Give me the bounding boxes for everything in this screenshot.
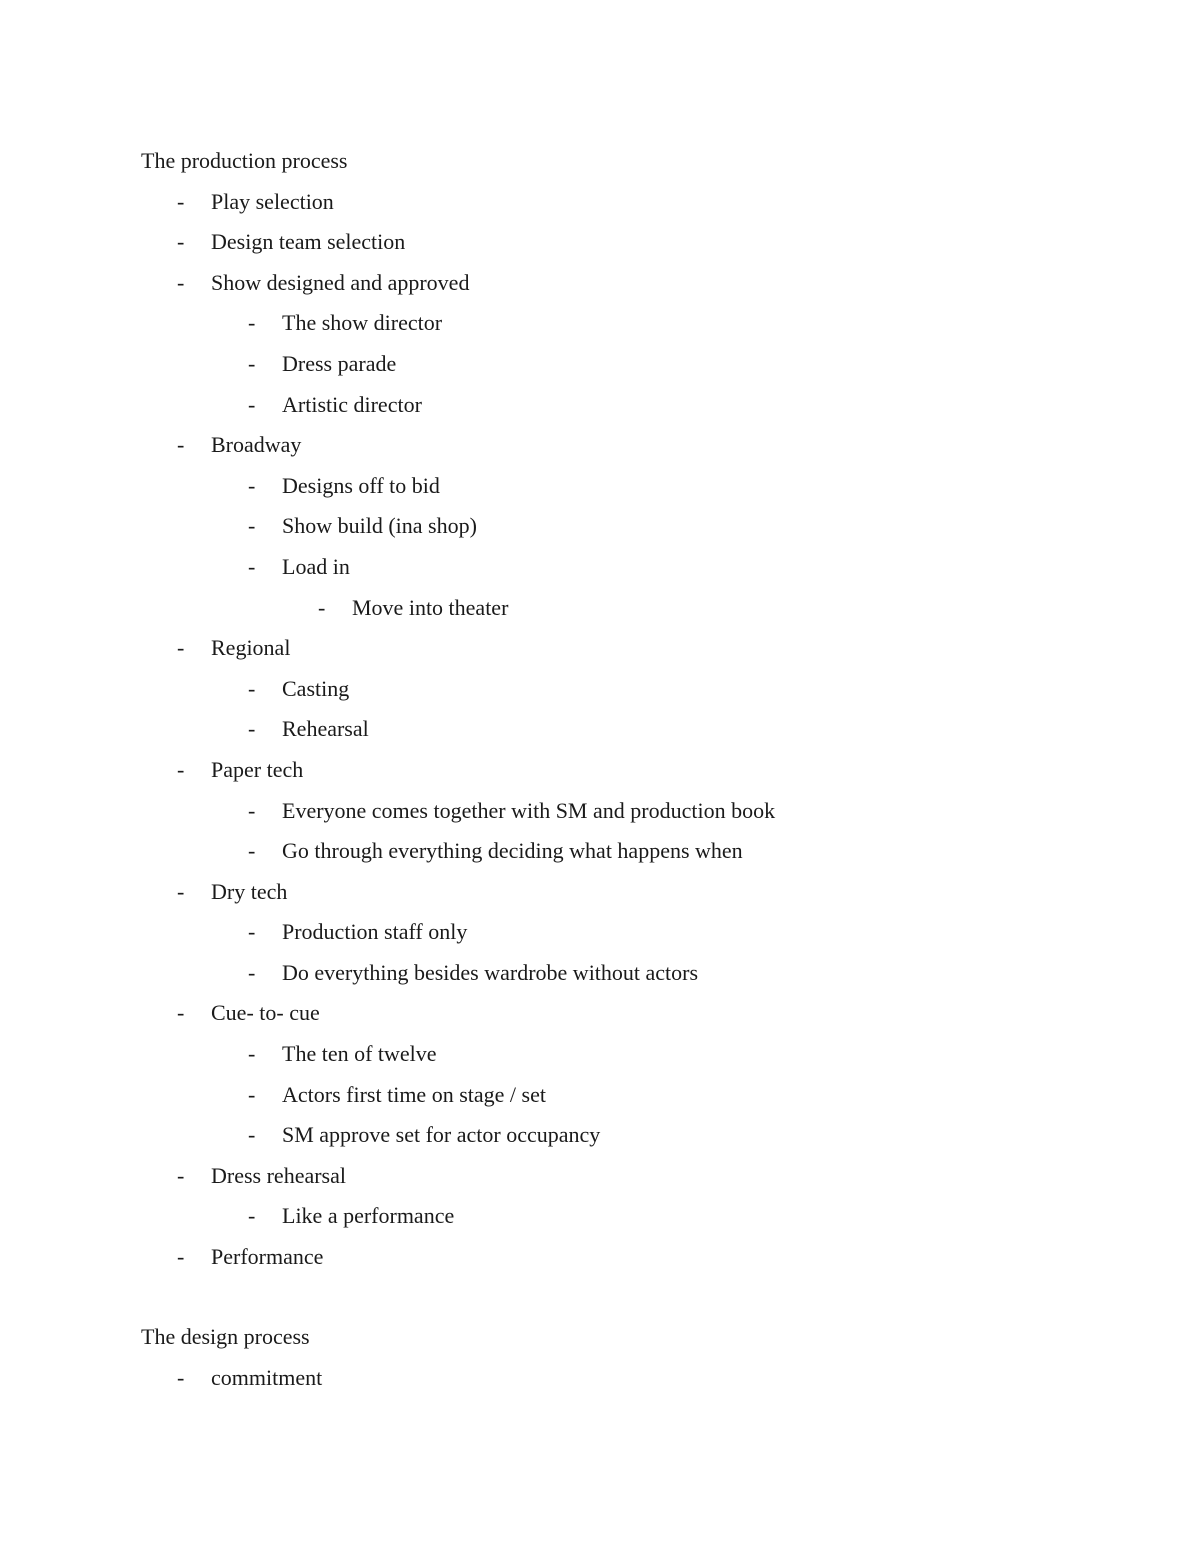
- list-item: [141, 831, 1141, 872]
- list-item: [141, 344, 1141, 385]
- bullet-list: [141, 182, 1141, 1278]
- bullet-dash: -: [248, 1041, 256, 1067]
- list-item: [141, 466, 1141, 507]
- list-item-text: Design team selection: [211, 229, 406, 255]
- bullet-dash: -: [248, 1081, 256, 1107]
- list-item: [141, 263, 1141, 304]
- list-item-text: Rehearsal: [282, 716, 369, 742]
- list-item-text: Show build (ina shop): [282, 513, 477, 539]
- list-item: [141, 222, 1141, 263]
- list-item-text: Dress rehearsal: [211, 1162, 346, 1188]
- bullet-dash: -: [248, 1203, 256, 1229]
- list-item: [141, 750, 1141, 791]
- section-production-process: [141, 141, 1141, 1278]
- list-item: [141, 1075, 1141, 1116]
- list-item-text: SM approve set for actor occupancy: [282, 1122, 601, 1148]
- list-item: [141, 709, 1141, 750]
- list-item-text: The show director: [282, 310, 443, 336]
- list-item: [141, 385, 1141, 426]
- bullet-dash: -: [248, 350, 256, 376]
- section-heading: The production process: [141, 148, 348, 173]
- list-item: [141, 791, 1141, 832]
- bullet-dash: -: [177, 635, 185, 661]
- bullet-dash: -: [177, 229, 185, 255]
- bullet-dash: -: [248, 838, 256, 864]
- bullet-dash: -: [177, 878, 185, 904]
- bullet-dash: -: [248, 675, 256, 701]
- list-item: [141, 628, 1141, 669]
- bullet-dash: -: [177, 1000, 185, 1026]
- list-item: [141, 588, 1141, 629]
- list-item-text: Broadway: [211, 432, 302, 458]
- bullet-dash: -: [248, 1122, 256, 1148]
- list-item-text: Designs off to bid: [282, 472, 440, 498]
- list-item-text: Show designed and approved: [211, 269, 470, 295]
- bullet-dash: -: [177, 1162, 185, 1188]
- bullet-list: [141, 1358, 1141, 1399]
- list-item: [141, 872, 1141, 913]
- list-item-text: Go through everything deciding what happens when: [282, 838, 743, 864]
- list-item-text: Actors first time on stage / set: [282, 1081, 546, 1107]
- bullet-dash: -: [248, 513, 256, 539]
- list-item-text: The ten of twelve: [282, 1041, 437, 1067]
- bullet-dash: -: [177, 432, 185, 458]
- bullet-dash: -: [177, 1364, 185, 1390]
- bullet-dash: -: [248, 553, 256, 579]
- list-item: [141, 547, 1141, 588]
- list-item-text: Performance: [211, 1244, 324, 1270]
- list-item: [141, 506, 1141, 547]
- list-item-text: Play selection: [211, 188, 334, 214]
- list-item: [141, 953, 1141, 994]
- list-item-text: commitment: [211, 1364, 323, 1390]
- bullet-dash: -: [248, 472, 256, 498]
- list-item: [141, 182, 1141, 223]
- list-item: [141, 912, 1141, 953]
- list-item: [141, 1358, 1141, 1399]
- list-item-text: Production staff only: [282, 919, 468, 945]
- list-item-text: Do everything besides wardrobe without actors: [282, 959, 699, 985]
- bullet-dash: -: [248, 959, 256, 985]
- list-item-text: Paper tech: [211, 756, 304, 782]
- list-item: [141, 1237, 1141, 1278]
- bullet-dash: -: [318, 594, 326, 620]
- bullet-dash: -: [248, 391, 256, 417]
- bullet-dash: -: [248, 919, 256, 945]
- list-item-text: Move into theater: [352, 594, 509, 620]
- section-design-process: [141, 1317, 1141, 1398]
- list-item-text: Dry tech: [211, 878, 288, 904]
- section-heading: The design process: [141, 1324, 310, 1349]
- bullet-dash: -: [248, 797, 256, 823]
- list-item: [141, 425, 1141, 466]
- list-item-text: Regional: [211, 635, 291, 661]
- list-item: [141, 1115, 1141, 1156]
- list-item-text: Load in: [282, 553, 350, 579]
- list-item-text: Dress parade: [282, 350, 397, 376]
- list-item: [141, 993, 1141, 1034]
- list-item: [141, 1196, 1141, 1237]
- list-item-text: Casting: [282, 675, 350, 701]
- bullet-dash: -: [248, 310, 256, 336]
- bullet-dash: -: [248, 716, 256, 742]
- list-item-text: Everyone comes together with SM and production book: [282, 797, 776, 823]
- list-item: [141, 1156, 1141, 1197]
- list-item-text: Like a performance: [282, 1203, 455, 1229]
- list-item-text: Artistic director: [282, 391, 422, 417]
- list-item-text: Cue- to- cue: [211, 1000, 320, 1026]
- list-item: [141, 669, 1141, 710]
- bullet-dash: -: [177, 269, 185, 295]
- bullet-dash: -: [177, 756, 185, 782]
- list-item: [141, 1034, 1141, 1075]
- bullet-dash: -: [177, 188, 185, 214]
- list-item: [141, 303, 1141, 344]
- bullet-dash: -: [177, 1244, 185, 1270]
